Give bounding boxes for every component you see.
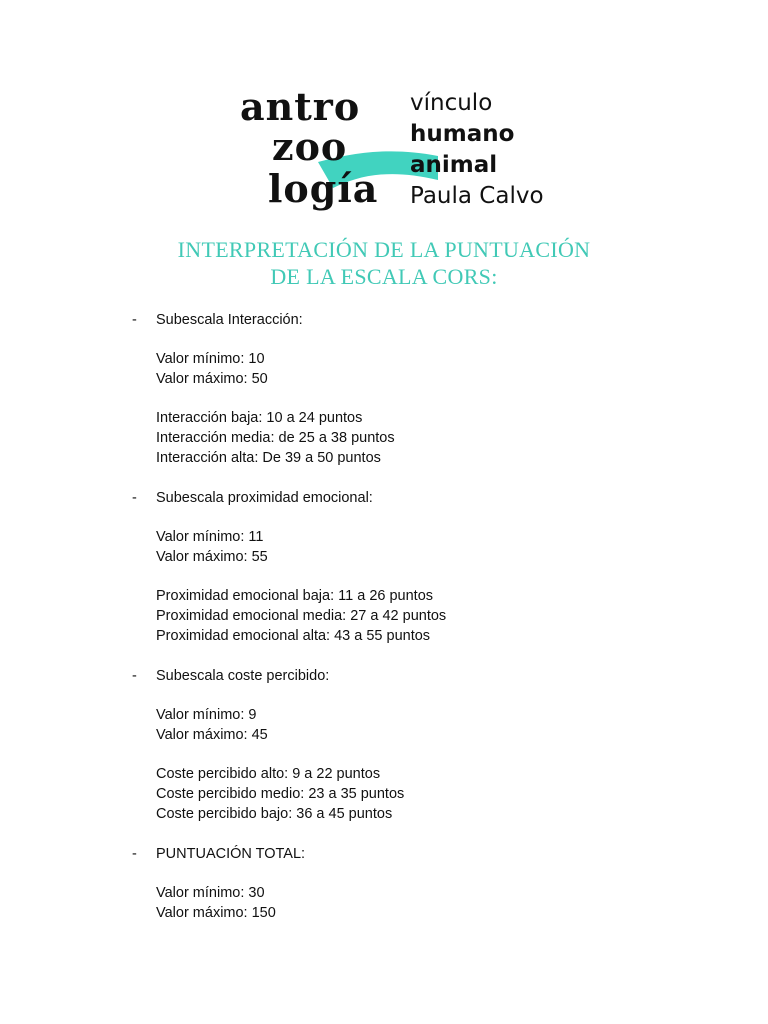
page-title (0, 236, 768, 290)
level-line: Coste percibido bajo: 36 a 45 puntos (156, 806, 393, 822)
antrozoologia-logo (238, 84, 544, 214)
section-total (132, 844, 692, 923)
range-min: Valor mínimo: 30 (156, 885, 265, 901)
page-title-line1: INTERPRETACIÓN DE LA PUNTUACIÓN (177, 237, 591, 262)
section-heading (132, 488, 692, 508)
section-heading-text: Subescala coste percibido: (156, 668, 330, 684)
list-bullet: - (132, 668, 137, 684)
section-heading (132, 310, 692, 330)
level-line: Proximidad emocional alta: 43 a 55 puntos (156, 628, 431, 644)
level-line: Interacción media: de 25 a 38 puntos (156, 430, 395, 446)
logo-word-zoo: zoo (272, 124, 348, 169)
logo-word-antro: antro (240, 84, 361, 129)
logo-tagline (410, 88, 544, 212)
section-heading (132, 844, 692, 864)
range-max: Valor máximo: 150 (156, 905, 276, 921)
logo-word-logia: logía (268, 166, 379, 211)
tagline-author: Paula Calvo (410, 183, 544, 209)
level-line: Proximidad emocional media: 27 a 42 puntos (156, 608, 447, 624)
range-max: Valor máximo: 50 (156, 371, 268, 387)
range-min: Valor mínimo: 9 (156, 707, 257, 723)
level-line: Coste percibido medio: 23 a 35 puntos (156, 786, 405, 802)
level-line: Proximidad emocional baja: 11 a 26 puntos (156, 588, 434, 604)
section-heading-text: Subescala proximidad emocional: (156, 490, 373, 506)
section-interaccion (132, 310, 692, 468)
range-min: Valor mínimo: 10 (156, 351, 265, 367)
tagline-humano: humano (410, 121, 515, 147)
section-heading-text: Subescala Interacción: (156, 312, 303, 328)
section-coste (132, 666, 692, 824)
list-bullet: - (132, 490, 137, 506)
list-bullet: - (132, 846, 137, 862)
section-heading-text: PUNTUACIÓN TOTAL: (156, 846, 306, 862)
tagline-vinculo: vínculo (410, 90, 493, 116)
document-body (132, 310, 692, 943)
level-line: Interacción baja: 10 a 24 puntos (156, 410, 363, 426)
range-max: Valor máximo: 55 (156, 549, 268, 565)
level-line: Interacción alta: De 39 a 50 puntos (156, 450, 381, 466)
level-line: Coste percibido alto: 9 a 22 puntos (156, 766, 381, 782)
list-bullet: - (132, 312, 137, 328)
range-min: Valor mínimo: 11 (156, 529, 264, 545)
section-heading (132, 666, 692, 686)
logo-wordmark (238, 84, 398, 214)
range-max: Valor máximo: 45 (156, 727, 268, 743)
tagline-animal: animal (410, 152, 498, 178)
page-title-line2: DE LA ESCALA CORS: (270, 264, 498, 289)
section-proximidad (132, 488, 692, 646)
